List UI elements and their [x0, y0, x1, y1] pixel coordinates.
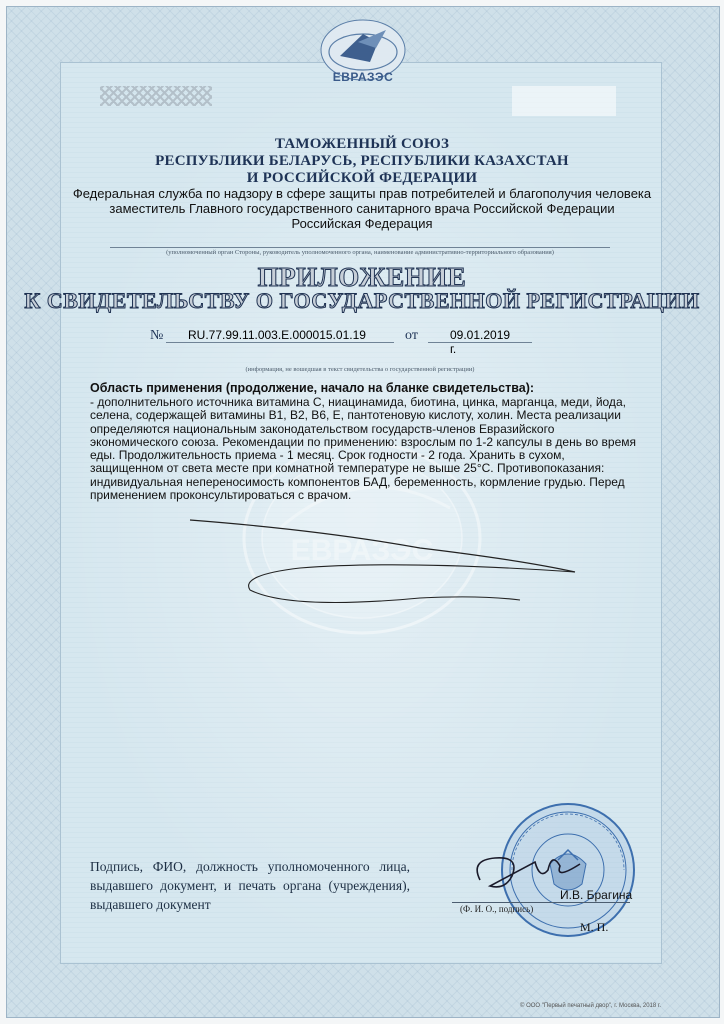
signature-underline: [452, 902, 630, 903]
security-hatch-left: [100, 86, 212, 106]
authority-caption: (уполномоченный орган Стороны, руководитель уполномоченного органа, наименование административно-территориального образования): [166, 249, 554, 256]
document-title: ПРИЛОЖЕНИЕ: [257, 262, 467, 292]
seal-place-label: М. П.: [580, 920, 609, 934]
emblem-label: ЕВРАЗЭС: [332, 70, 394, 84]
authority-line-2: заместитель Главного государственного санитарного врача Российской Федерации: [109, 201, 615, 216]
scope-line: применением проконсультироваться с врачом.: [90, 488, 352, 503]
authority-underline: [110, 247, 610, 248]
printer-credit: © ООО "Первый печатный двор", г. Москва, 2018 г.: [520, 1003, 662, 1009]
number-label: №: [150, 328, 164, 343]
scope-line: еды. Продолжительность приема - 1 месяц. Срок годности - 2 года. Хранить в сухом,: [90, 448, 565, 463]
scope-line: селена, содержащей витамины В1, В2, В6, Е, пантотеновую кислоту, холин. Места реализации: [90, 408, 621, 423]
fio-caption: (Ф. И. О., подпись): [460, 904, 534, 914]
scope-line: определяются национальным законодательством государств-членов Евразийского: [90, 421, 555, 436]
authority-line-3: Российская Федерация: [291, 216, 433, 231]
scope-line: защищенном от света месте при комнатной температуре не выше 25°С. Противопоказания:: [90, 461, 605, 476]
date-label: от: [405, 328, 418, 343]
union-title-line-1: ТАМОЖЕННЫЙ СОЮЗ: [274, 136, 450, 152]
svg-text:ЕВРАЗЭС: ЕВРАЗЭС: [290, 534, 434, 567]
security-field-right: [512, 86, 616, 116]
scope-line: индивидуальная непереносимость компонентов БАД, беременность, кормление грудью. Перед: [90, 474, 625, 489]
registration-date: 09.01.2019 г.: [450, 328, 511, 356]
number-underline: [166, 342, 394, 343]
registration-number: RU.77.99.11.003.Е.000015.01.19: [188, 328, 366, 342]
signature-label: Подпись, ФИО, должность уполномоченного лица, выдавшего документ, и печать органа (учреждения), выдавшего документ: [90, 859, 410, 912]
scope-line: - дополнительного источника витамина С, ниацинамида, биотина, цинка, марганца, меди, йода,: [90, 395, 626, 409]
official-seal-stamp: [498, 800, 638, 940]
union-title-line-2: РЕСПУБЛИКИ БЕЛАРУСЬ, РЕСПУБЛИКИ КАЗАХСТАН: [155, 153, 569, 169]
union-title-line-3: И РОССИЙСКОЙ ФЕДЕРАЦИИ: [246, 170, 478, 186]
scope-title: Область применения (продолжение, начало на бланке свидетельства):: [90, 381, 535, 395]
signer-name: И.В. Брагина: [560, 888, 633, 902]
registration-caption: (информация, не вошедшая в текст свидетельства о государственной регистрации): [245, 366, 475, 373]
scope-line: экономического союза. Рекомендации по применению: взрослым по 1-2 капсулы в день во время: [90, 434, 637, 449]
date-underline: [428, 342, 532, 343]
authority-line-1: Федеральная служба по надзору в сфере защиты прав потребителей и благополучия человека: [72, 186, 652, 201]
scope-text: [90, 396, 642, 502]
document-subtitle: К СВИДЕТЕЛЬСТВУ О ГОСУДАРСТВЕННОЙ РЕГИСТРАЦИИ: [24, 288, 700, 313]
